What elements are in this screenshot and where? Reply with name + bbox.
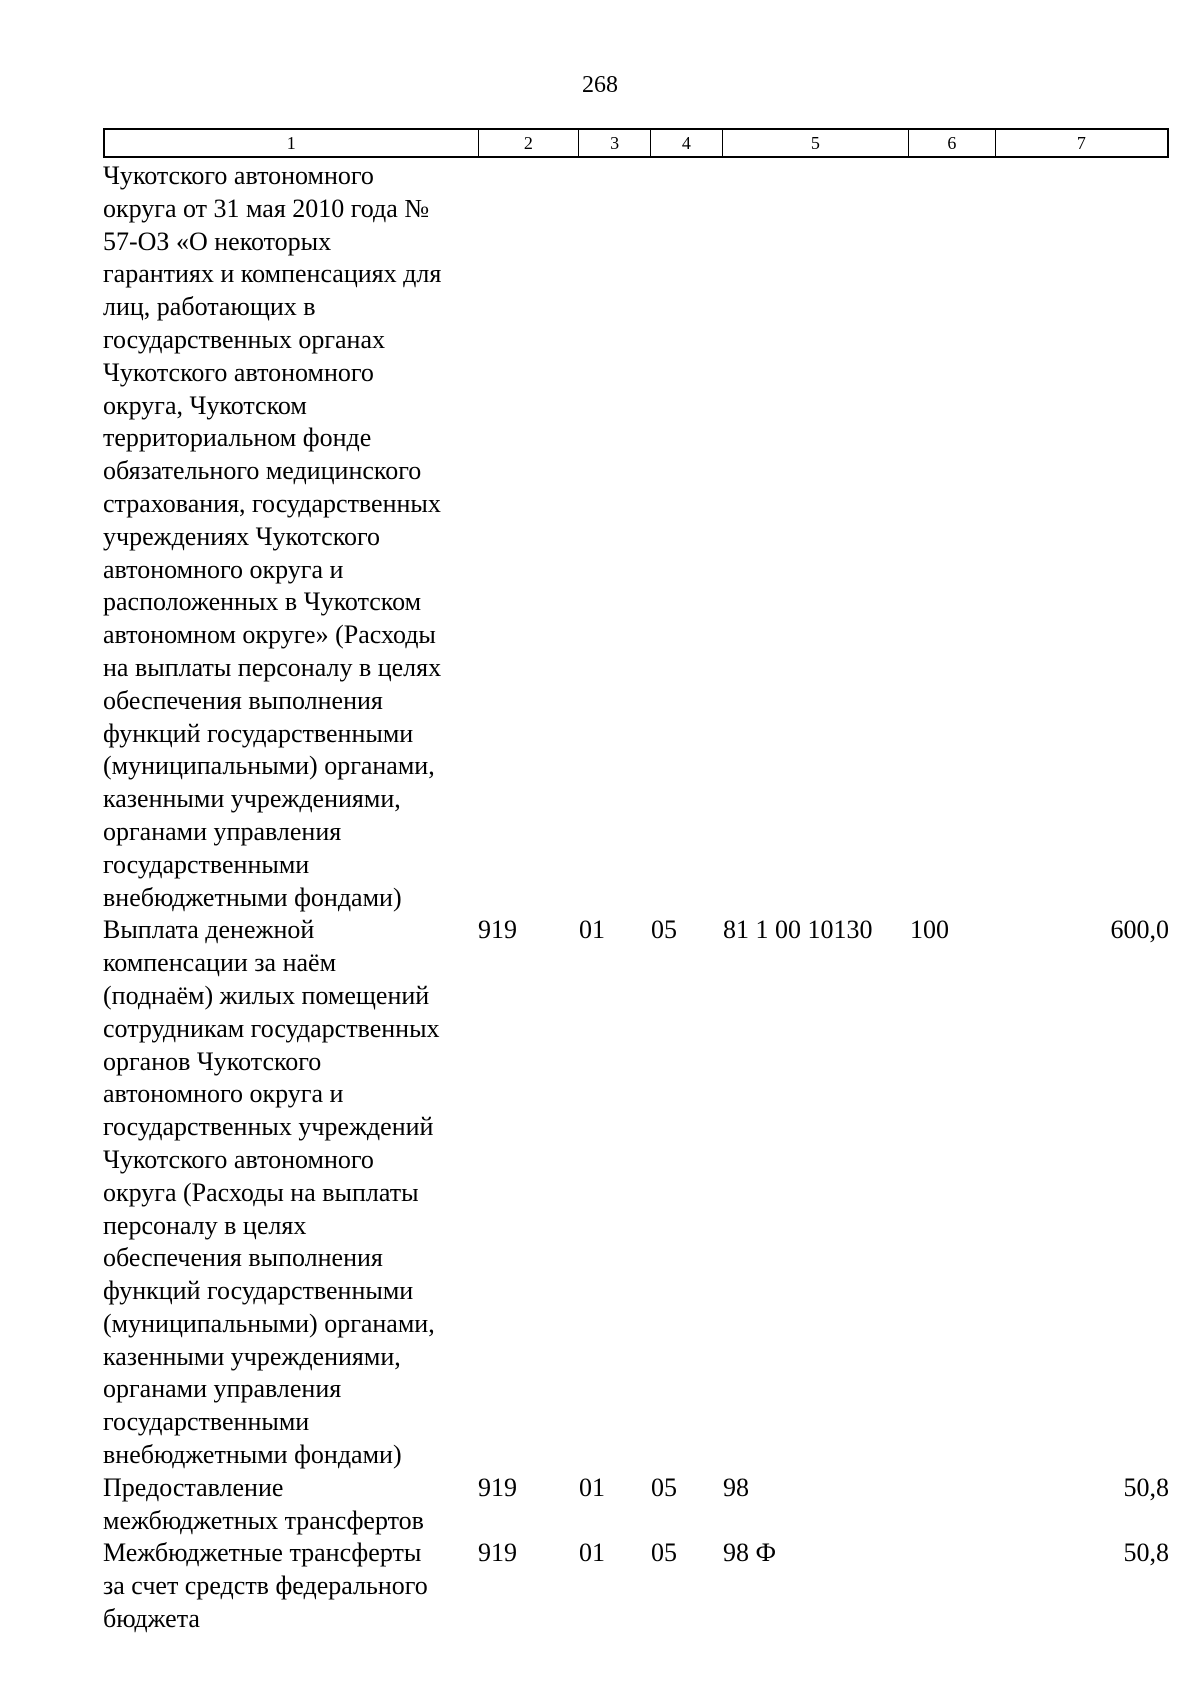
description-line: органов Чукотского (103, 1046, 322, 1076)
description-line: Предоставление (103, 1472, 284, 1502)
description-line: (муниципальными) органами, (103, 1308, 435, 1338)
expense-type-cell: 100 (910, 915, 949, 945)
grbs-code-cell: 919 (478, 1538, 517, 1568)
description-line: учреждениях Чукотского (103, 521, 381, 551)
table-row (103, 914, 1169, 1472)
description-line: округа от 31 мая 2010 года № (103, 193, 430, 223)
section-code-cell: 01 (579, 915, 605, 945)
table-row (103, 1472, 1169, 1538)
description-line: обеспечения выполнения (103, 685, 383, 715)
target-article-cell: 81 1 00 10130 (723, 915, 873, 945)
description-line: функций государственными (103, 718, 414, 748)
description-line: функций государственными (103, 1276, 414, 1306)
description-line: бюджета (103, 1604, 200, 1634)
description-line: автономном округе» (Расходы (103, 620, 436, 650)
description-line: страхования, государственных (103, 488, 441, 518)
target-article-cell: 98 Ф (723, 1538, 777, 1568)
grbs-code-cell (478, 160, 579, 914)
description-line: органами управления (103, 816, 342, 846)
subsection-code-cell: 05 (651, 1472, 677, 1502)
description-line: компенсации за наём (103, 948, 337, 978)
column-header-1: 1 (105, 130, 479, 156)
description-line: Чукотского автономного (103, 161, 374, 190)
page-number: 268 (582, 72, 618, 98)
description-line: (поднаём) жилых помещений (103, 980, 430, 1010)
description-line: обязательного медицинского (103, 456, 422, 486)
description-line: персоналу в целях (103, 1210, 307, 1240)
description-cell (103, 1537, 478, 1635)
description-line: Чукотского автономного (103, 1144, 374, 1174)
description-line: органами управления (103, 1374, 342, 1404)
description-line: округа (Расходы на выплаты (103, 1177, 419, 1207)
description-line: территориальном фонде (103, 423, 372, 453)
budget-table-body (103, 160, 1169, 1636)
column-header-row (103, 128, 1169, 158)
description-cell (103, 914, 478, 1472)
description-line: государственных учреждений (103, 1112, 434, 1142)
column-header-2: 2 (479, 130, 580, 156)
grbs-code-cell: 919 (478, 915, 517, 945)
table-row (103, 1537, 1169, 1635)
target-article-cell (723, 160, 910, 914)
amount-cell: 50,8 (1123, 1538, 1169, 1568)
subsection-code-cell (651, 160, 723, 914)
description-line: округа, Чукотском (103, 390, 307, 420)
description-line: за счет средств федерального (103, 1571, 428, 1601)
description-line: 57-ОЗ «О некоторых (103, 226, 332, 256)
amount-cell: 600,0 (1110, 915, 1169, 945)
description-line: Выплата денежной (103, 915, 315, 945)
description-line: автономного округа и (103, 1079, 344, 1109)
table-row (103, 160, 1169, 914)
subsection-code-cell: 05 (651, 915, 677, 945)
column-header-3: 3 (579, 130, 651, 156)
description-line: обеспечения выполнения (103, 1243, 383, 1273)
expense-type-cell (910, 1472, 997, 1538)
description-line: внебюджетными фондами) (103, 882, 402, 912)
section-code-cell: 01 (579, 1538, 605, 1568)
amount-cell: 50,8 (1123, 1472, 1169, 1502)
description-line: лиц, работающих в (103, 292, 316, 322)
description-line: государственными (103, 1407, 310, 1437)
description-cell (103, 160, 478, 914)
description-line: на выплаты персоналу в целях (103, 652, 442, 682)
description-line: сотрудникам государственных (103, 1013, 440, 1043)
target-article-cell: 98 (723, 1472, 749, 1502)
column-header-4: 4 (651, 130, 723, 156)
description-line: государственными (103, 849, 310, 879)
description-line: межбюджетных трансфертов (103, 1505, 424, 1535)
description-line: внебюджетными фондами) (103, 1440, 402, 1470)
column-header-6: 6 (909, 130, 996, 156)
description-line: расположенных в Чукотском (103, 587, 422, 617)
section-code-cell (579, 160, 651, 914)
description-line: казенными учреждениями, (103, 1341, 401, 1371)
section-code-cell: 01 (579, 1472, 605, 1502)
description-cell (103, 1472, 478, 1538)
expense-type-cell (910, 1537, 997, 1635)
amount-cell (997, 160, 1169, 914)
description-line: автономного округа и (103, 554, 344, 584)
column-header-5: 5 (723, 130, 909, 156)
description-line: (муниципальными) органами, (103, 751, 435, 781)
description-line: Межбюджетные трансферты (103, 1538, 422, 1568)
grbs-code-cell: 919 (478, 1472, 517, 1502)
description-line: Чукотского автономного (103, 357, 374, 387)
expense-type-cell (910, 160, 997, 914)
description-line: государственных органах (103, 324, 386, 354)
description-line: казенными учреждениями, (103, 784, 401, 814)
description-line: гарантиях и компенсациях для (103, 259, 442, 289)
subsection-code-cell: 05 (651, 1538, 677, 1568)
column-header-7: 7 (1076, 133, 1086, 153)
